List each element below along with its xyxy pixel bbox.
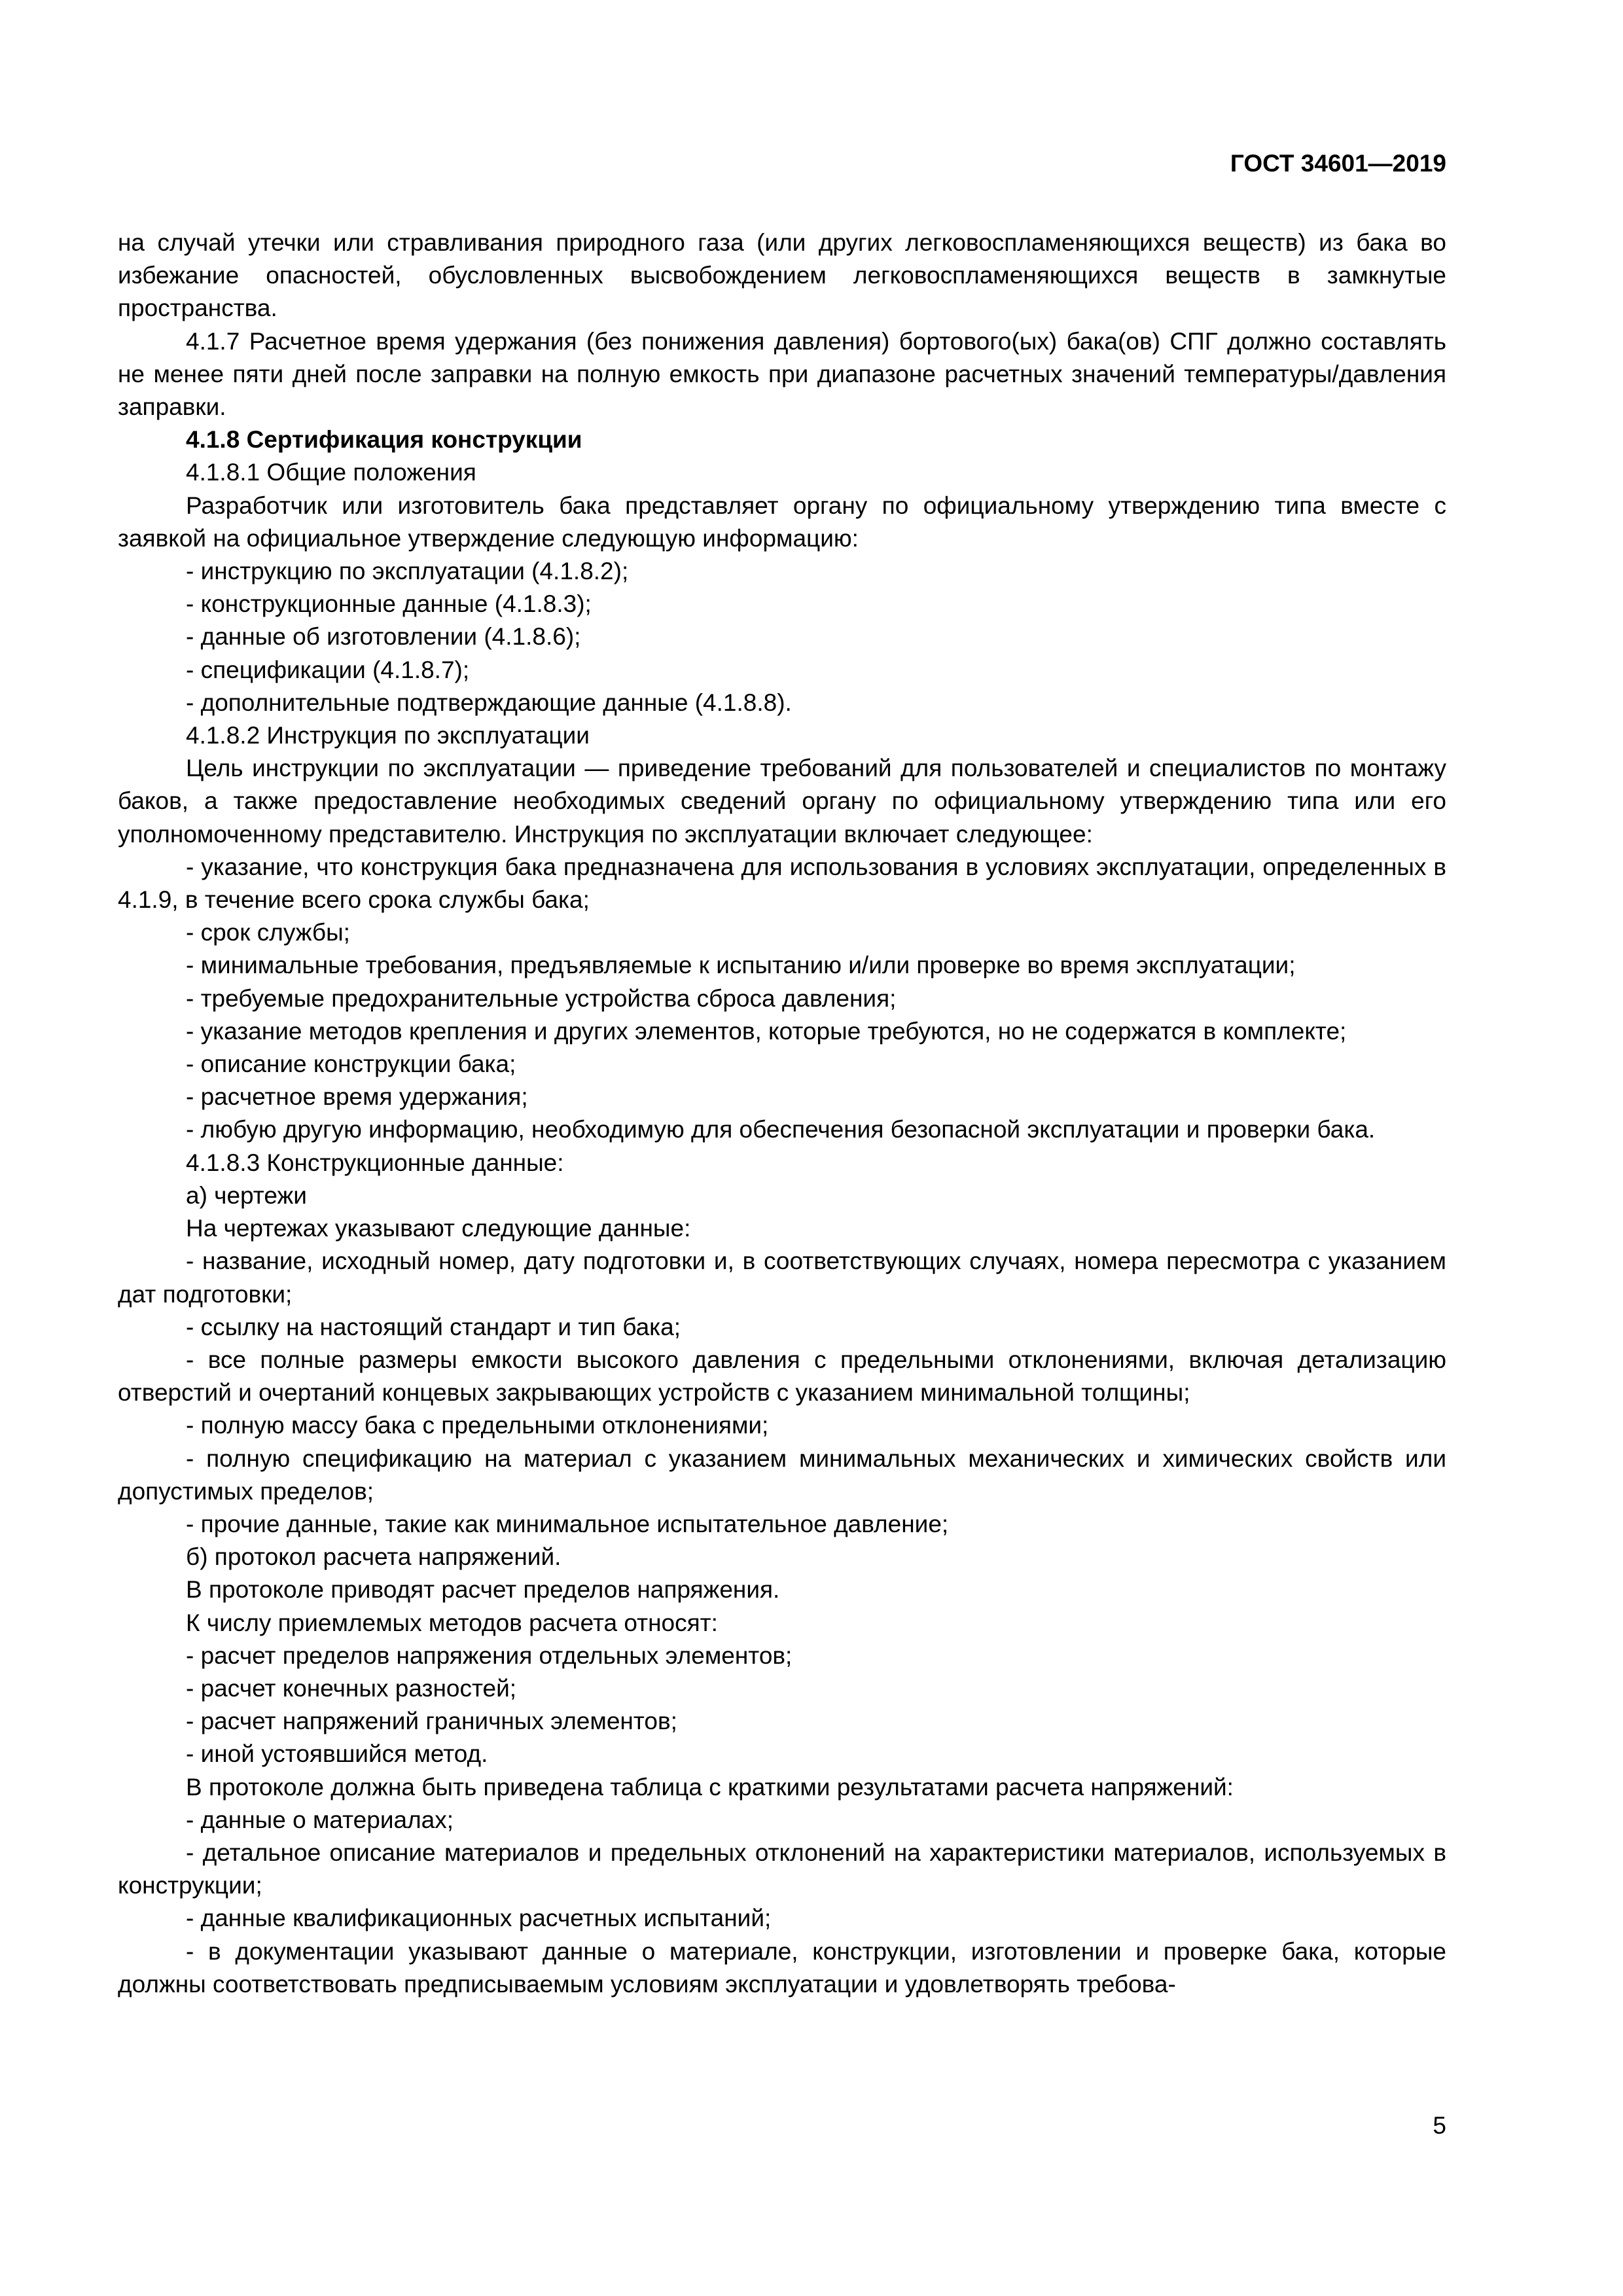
paragraph: - прочие данные, такие как минимальное испытательное давление; bbox=[186, 1510, 949, 1537]
document-body bbox=[118, 226, 1446, 2001]
paragraph: 4.1.7 Расчетное время удержания (без понижения давления) бортового(ых) бака(ов) СПГ должно составлять не менее пяти дней после заправки на полную емкость при диапазоне расчетных значений температуры/давления заправки. bbox=[118, 327, 1446, 421]
paragraph: - конструкционные данные (4.1.8.3); bbox=[186, 590, 592, 618]
paragraph: Цель инструкции по эксплуатации — приведение требований для пользователей и специалистов по монтажу баков, а также предоставление необходимых сведений органу по официальному утверждению типа или его уполномоченному представителю. Инструкция по эксплуатации включает следующее: bbox=[118, 755, 1446, 848]
paragraph: - указание, что конструкция бака предназначена для использования в условиях эксплуатации, определенных в 4.1.9, в течение всего срока службы бака; bbox=[118, 853, 1446, 914]
paragraph: на случай утечки или стравливания природного газа (или других легковоспламеняющихся веществ) из бака во избежание опасностей, обусловленных высвобождением легковоспламеняющихся веществ в замкнутые пространства. bbox=[118, 229, 1446, 322]
paragraph: - данные об изготовлении (4.1.8.6); bbox=[186, 623, 581, 651]
paragraph: б) протокол расчета напряжений. bbox=[186, 1543, 562, 1571]
paragraph: - инструкцию по эксплуатации (4.1.8.2); bbox=[186, 558, 629, 585]
paragraph: - в документации указывают данные о материале, конструкции, изготовлении и проверке бака, которые должны соответствовать предписываемым условиям эксплуатации и удовлетворять требова- bbox=[118, 1937, 1446, 1998]
paragraph: - требуемые предохранительные устройства сброса давления; bbox=[186, 984, 897, 1012]
paragraph: - все полные размеры емкости высокого давления с предельными отклонениями, включая детализацию отверстий и очертаний концевых закрывающих устройств с указанием минимальной толщины; bbox=[118, 1346, 1446, 1407]
paragraph: - любую другую информацию, необходимую для обеспечения безопасной эксплуатации и проверки бака. bbox=[186, 1116, 1376, 1143]
paragraph: а) чертежи bbox=[186, 1181, 307, 1209]
paragraph: - детальное описание материалов и предельных отклонений на характеристики материалов, используемых в конструкции; bbox=[118, 1839, 1446, 1899]
paragraph: 4.1.8 Сертификация конструкции bbox=[186, 426, 582, 454]
paragraph: - название, исходный номер, дату подготовки и, в соответствующих случаях, номера пересмотра с указанием дат подготовки; bbox=[118, 1247, 1446, 1308]
paragraph: - расчет напряжений граничных элементов; bbox=[186, 1708, 677, 1735]
paragraph: - данные о материалах; bbox=[186, 1806, 454, 1833]
paragraph: - дополнительные подтверждающие данные (4.1.8.8). bbox=[186, 689, 792, 716]
paragraph: - данные квалификационных расчетных испытаний; bbox=[186, 1905, 772, 1932]
paragraph: Разработчик или изготовитель бака представляет органу по официальному утверждению типа вместе с заявкой на официальное утверждение следующую информацию: bbox=[118, 492, 1446, 552]
paragraph: - спецификации (4.1.8.7); bbox=[186, 656, 470, 683]
paragraph: - расчетное время удержания; bbox=[186, 1083, 528, 1111]
paragraph: 4.1.8.2 Инструкция по эксплуатации bbox=[186, 722, 590, 749]
paragraph: В протоколе должна быть приведена таблица с краткими результатами расчета напряжений: bbox=[186, 1773, 1234, 1801]
paragraph: - указание методов крепления и других элементов, которые требуются, но не содержатся в комплекте; bbox=[186, 1017, 1347, 1045]
paragraph: - срок службы; bbox=[186, 919, 350, 946]
paragraph: - иной устоявшийся метод. bbox=[186, 1740, 488, 1768]
paragraph: - минимальные требования, предъявляемые к испытанию и/или проверке во время эксплуатации; bbox=[186, 952, 1296, 979]
paragraph: - ссылку на настоящий стандарт и тип бака; bbox=[186, 1313, 681, 1340]
paragraph: - расчет конечных разностей; bbox=[186, 1674, 517, 1702]
paragraph: На чертежах указывают следующие данные: bbox=[186, 1215, 691, 1242]
paragraph: В протоколе приводят расчет пределов напряжения. bbox=[186, 1576, 780, 1604]
document-header: ГОСТ 34601—2019 bbox=[1230, 150, 1446, 177]
paragraph: - полную спецификацию на материал с указанием минимальных механических и химических свойств или допустимых пределов; bbox=[118, 1444, 1446, 1505]
paragraph: К числу приемлемых методов расчета относят: bbox=[186, 1609, 718, 1636]
paragraph: 4.1.8.3 Конструкционные данные: bbox=[186, 1149, 564, 1176]
paragraph: 4.1.8.1 Общие положения bbox=[186, 459, 476, 486]
paragraph: - полную массу бака с предельными отклонениями; bbox=[186, 1412, 769, 1439]
paragraph: - описание конструкции бака; bbox=[186, 1050, 516, 1078]
paragraph: - расчет пределов напряжения отдельных элементов; bbox=[186, 1641, 793, 1669]
page-number: 5 bbox=[1433, 2112, 1446, 2139]
